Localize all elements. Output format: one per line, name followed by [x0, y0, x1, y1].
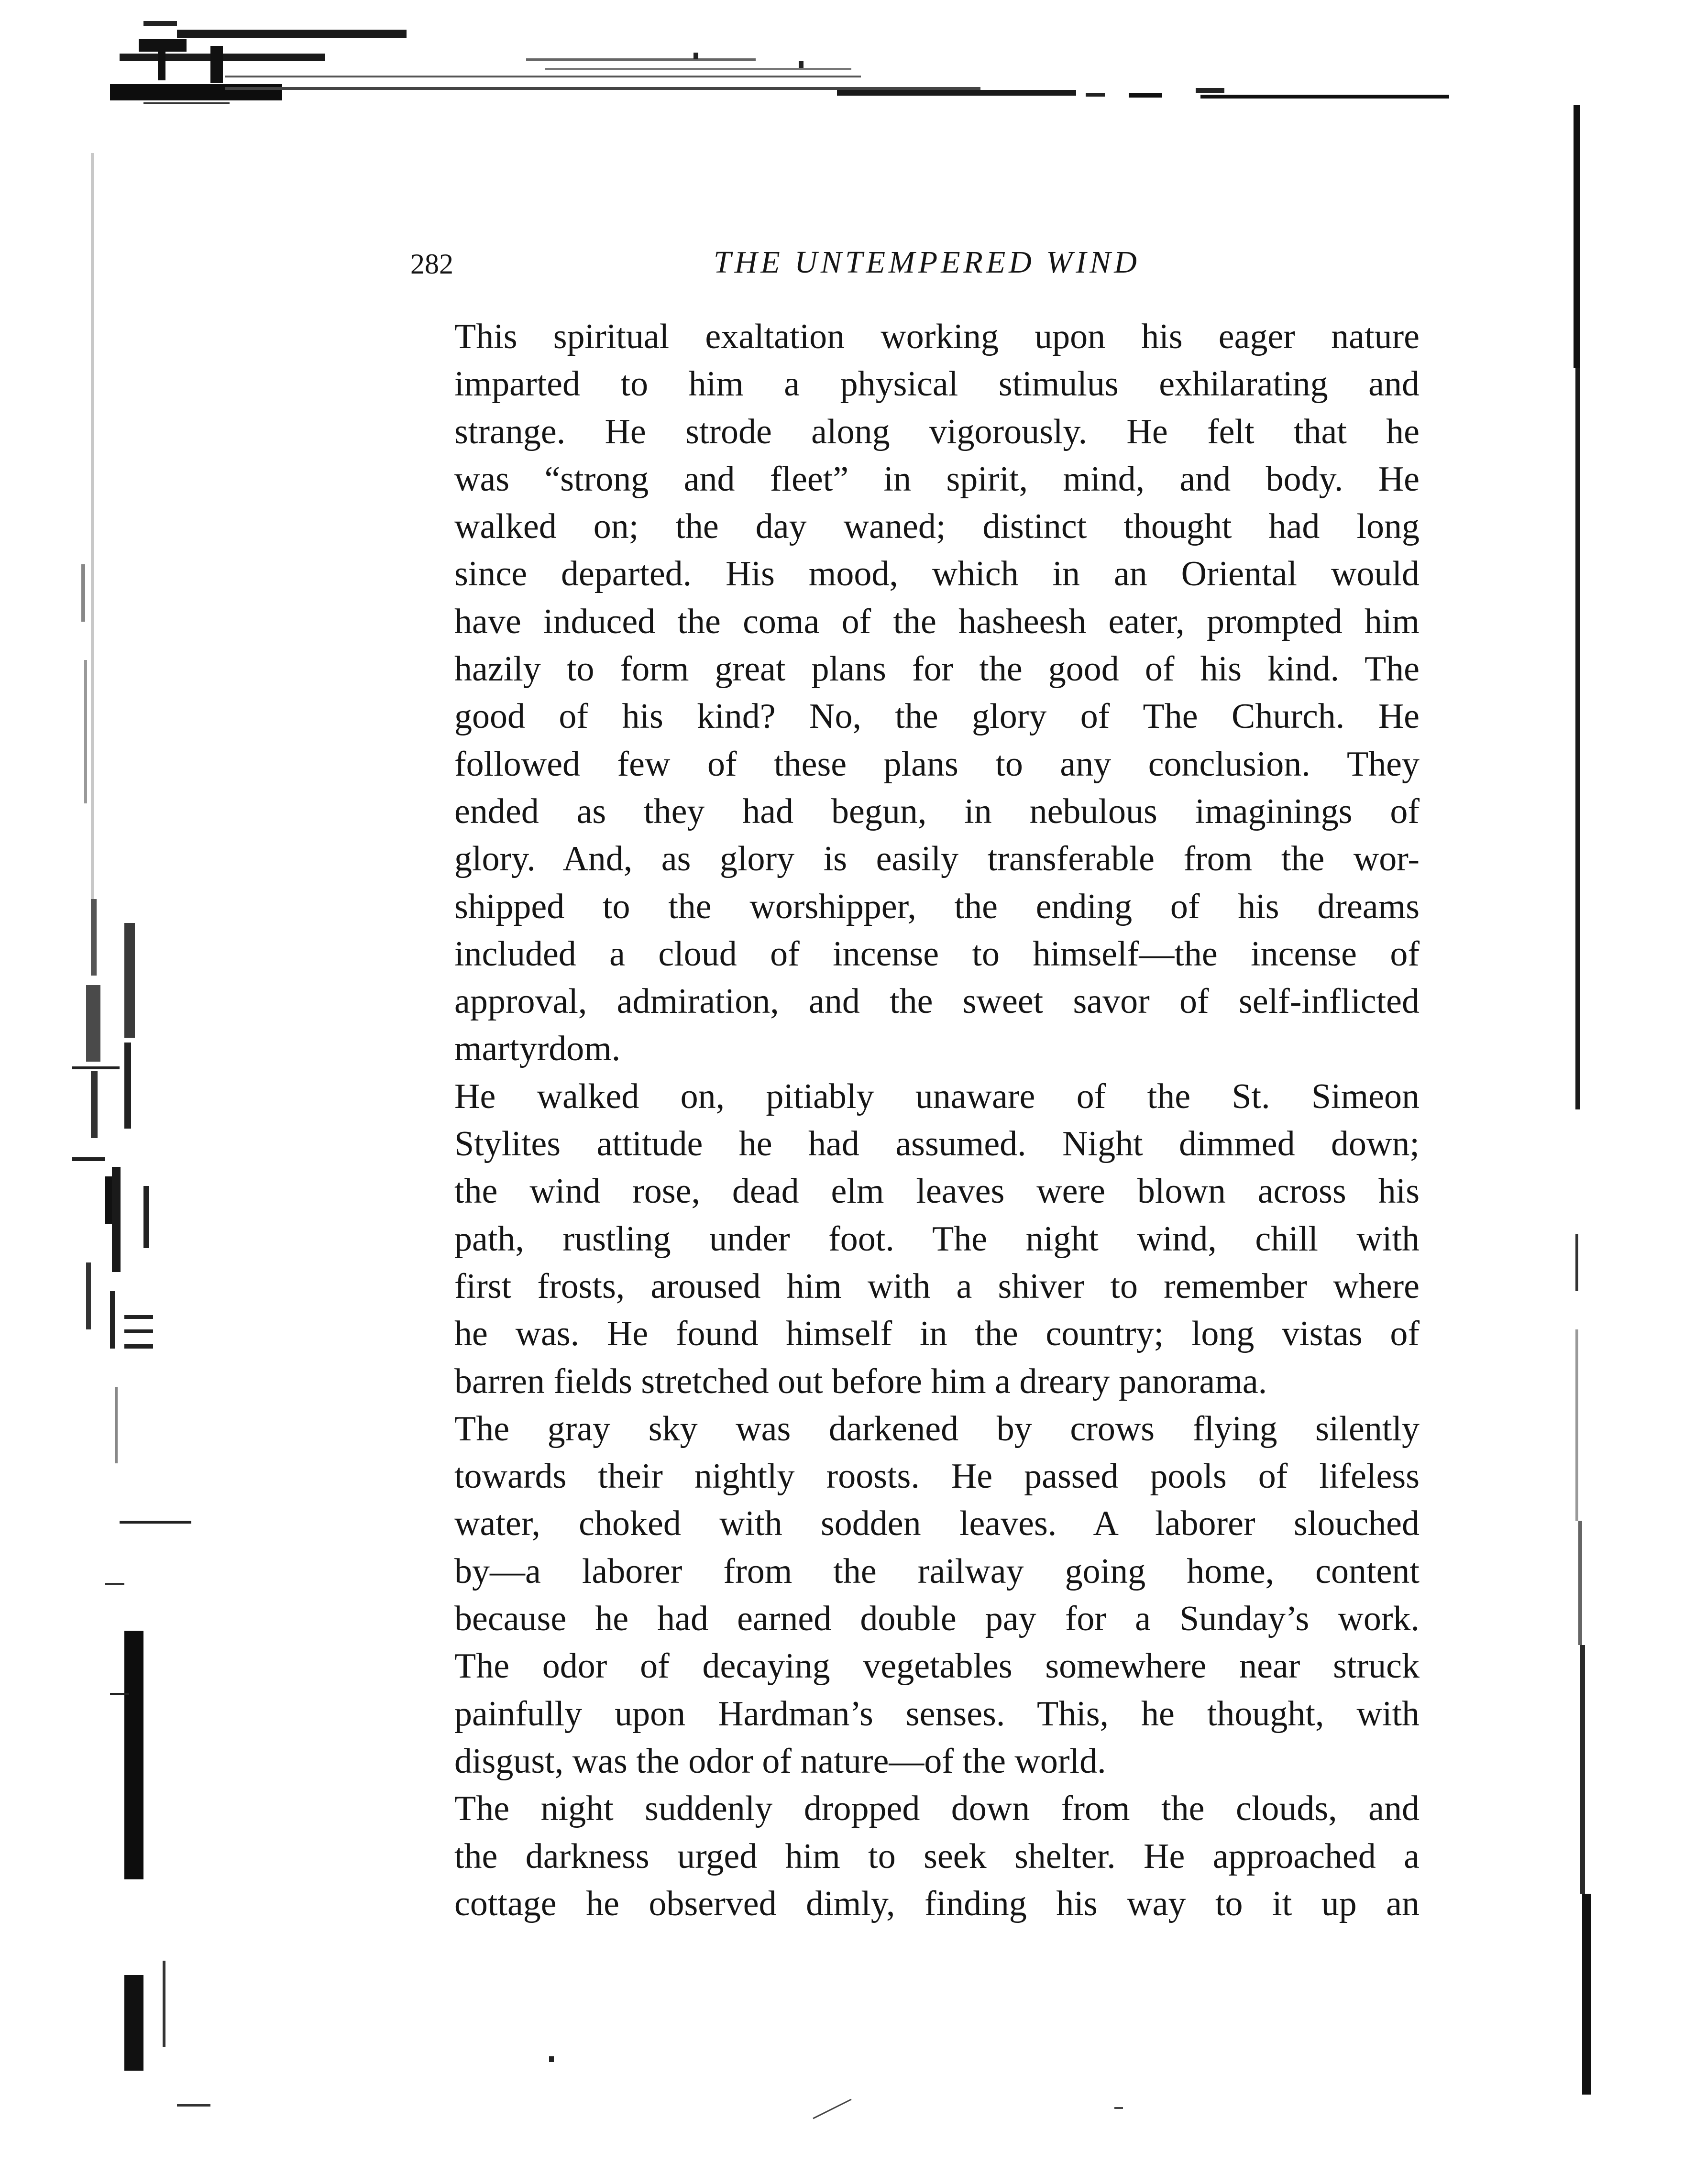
- text-line: the darkness urged him to seek shelter. He approached a: [454, 1836, 1420, 1876]
- scan-artifact-left-edge: [72, 134, 225, 2166]
- paragraph: [415, 1785, 1420, 1928]
- text-line: This spiritual exaltation working upon his eager nature: [454, 317, 1420, 356]
- text-line: barren fields stretched out before him a dreary panorama.: [454, 1361, 1267, 1401]
- text-line: The odor of decaying vegetables somewhere near struck: [454, 1646, 1420, 1686]
- paragraph: [415, 1073, 1420, 1405]
- text-line: Stylites attitude he had assumed. Night dimmed down;: [454, 1124, 1420, 1164]
- paragraph: [415, 313, 1420, 1073]
- text-line: painfully upon Hardman’s senses. This, he thought, with: [454, 1694, 1420, 1734]
- text-line: strange. He strode along vigorously. He felt that he: [454, 412, 1420, 451]
- text-line: The gray sky was darkened by crows flying silently: [454, 1409, 1420, 1449]
- scan-artifact-bottom: [0, 2008, 1684, 2181]
- text-line: have induced the coma of the hasheesh eater, prompted him: [454, 602, 1420, 641]
- body-text: [415, 313, 1420, 1928]
- running-head: [410, 241, 1429, 289]
- text-line: martyrdom.: [454, 1029, 621, 1069]
- text-line: first frosts, aroused him with a shiver to remember where: [454, 1266, 1420, 1306]
- scan-artifact-top: [0, 0, 1684, 124]
- text-line: included a cloud of incense to himself—the incense of: [454, 934, 1420, 974]
- text-line: path, rustling under foot. The night wind, chill with: [454, 1219, 1420, 1259]
- text-line: towards their nightly roosts. He passed pools of lifeless: [454, 1457, 1420, 1496]
- text-line: shipped to the worshipper, the ending of his dreams: [454, 887, 1420, 926]
- text-line: good of his kind? No, the glory of The Church. He: [454, 697, 1420, 736]
- scan-artifact-right-edge: [1540, 96, 1626, 2128]
- running-title: THE UNTEMPERED WIND: [714, 245, 1140, 280]
- text-line: since departed. His mood, which in an Oriental would: [454, 554, 1420, 594]
- text-line: water, choked with sodden leaves. A laborer slouched: [454, 1504, 1420, 1544]
- text-line: glory. And, as glory is easily transferable from the wor-: [454, 839, 1420, 879]
- paragraph: [415, 1405, 1420, 1785]
- text-line: walked on; the day waned; distinct thought had long: [454, 507, 1420, 547]
- text-line: hazily to form great plans for the good of his kind. The: [454, 649, 1420, 689]
- text-line: imparted to him a physical stimulus exhilarating and: [454, 364, 1420, 404]
- text-line: The night suddenly dropped down from the clouds, and: [454, 1789, 1420, 1829]
- page-number: 282: [410, 248, 453, 280]
- text-line: approval, admiration, and the sweet savor of self-inflicted: [454, 982, 1420, 1021]
- text-line: because he had earned double pay for a Sunday’s work.: [454, 1599, 1420, 1639]
- text-line: by—a laborer from the railway going home, content: [454, 1551, 1420, 1591]
- text-line: cottage he observed dimly, finding his way to it up an: [454, 1884, 1420, 1923]
- text-line: ended as they had begun, in nebulous imaginings of: [454, 791, 1420, 831]
- text-line: followed few of these plans to any conclusion. They: [454, 744, 1420, 784]
- text-line: the wind rose, dead elm leaves were blown across his: [454, 1172, 1420, 1211]
- text-line: was “strong and fleet” in spirit, mind, and body. He: [454, 459, 1420, 499]
- text-line: disgust, was the odor of nature—of the world.: [454, 1741, 1106, 1781]
- text-line: He walked on, pitiably unaware of the St. Simeon: [454, 1076, 1420, 1116]
- text-line: he was. He found himself in the country; long vistas of: [454, 1314, 1420, 1354]
